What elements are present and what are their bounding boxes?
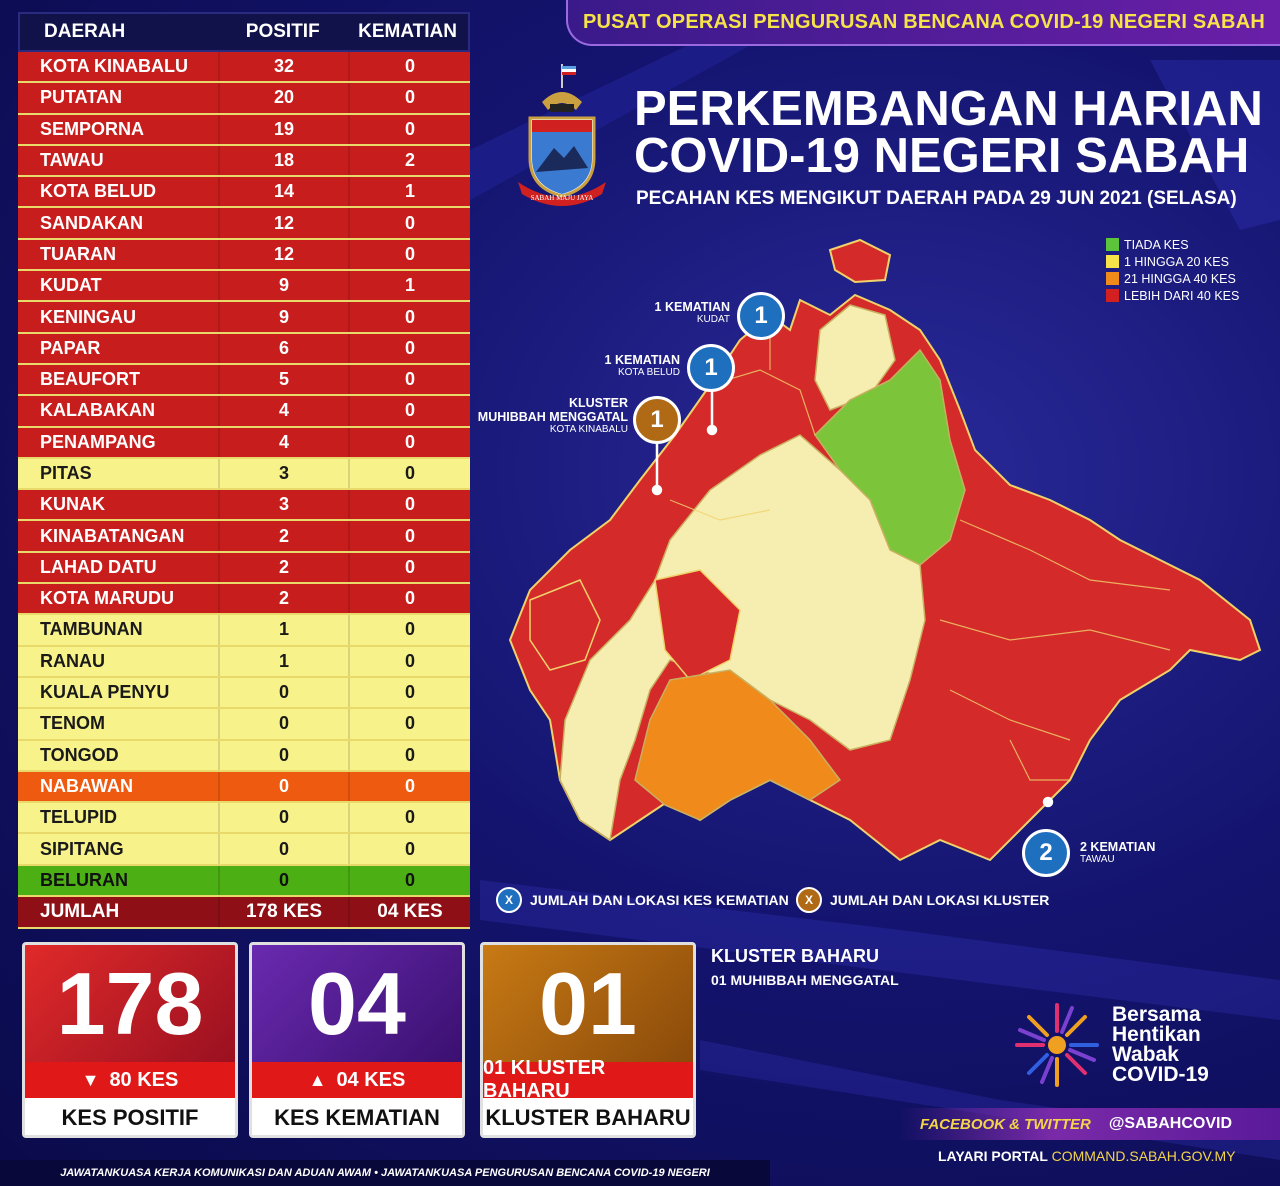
card-cluster — [480, 942, 696, 1138]
positive-total: 178 — [25, 945, 235, 1062]
table-row — [18, 709, 470, 740]
page-subtitle: PECAHAN KES MENGIKUT DAERAH PADA 29 JUN 2021 (SELASA) — [636, 188, 1237, 209]
positive-count: 0 — [218, 709, 348, 738]
banner-text: PUSAT OPERASI PENGURUSAN BENCANA COVID-19 NEGERI SABAH — [583, 10, 1265, 33]
district-name: SEMPORNA — [40, 118, 145, 139]
positive-count: 6 — [218, 334, 348, 363]
social-platforms: FACEBOOK & TWITTER — [920, 1115, 1091, 1133]
table-row — [18, 553, 470, 584]
social-bar — [900, 1108, 1280, 1140]
positive-count: 3 — [218, 459, 348, 488]
table-row — [18, 52, 470, 83]
death-count: 0 — [348, 240, 470, 269]
district-name: KUNAK — [40, 494, 105, 515]
header-positif: POSITIF — [245, 21, 320, 42]
total-kematian: 04 KES — [348, 897, 470, 927]
new-cluster-heading: KLUSTER BAHARU — [711, 946, 879, 966]
positive-count: 0 — [218, 741, 348, 770]
death-count: 0 — [348, 521, 470, 550]
new-cluster-item: 01 MUHIBBAH MENGGATAL — [711, 972, 899, 988]
deaths-change: ▲ 04 KES — [252, 1062, 462, 1098]
table-header — [18, 12, 470, 52]
positive-count: 0 — [218, 803, 348, 832]
death-key-icon: X — [496, 887, 522, 913]
death-count: 0 — [348, 678, 470, 707]
positive-count: 9 — [218, 271, 348, 300]
table-row — [18, 584, 470, 615]
burst-logo-icon — [1012, 1000, 1102, 1090]
death-count: 0 — [348, 208, 470, 237]
total-positif: 178 KES — [218, 897, 348, 927]
table-row — [18, 490, 470, 521]
campaign-text: Bersama Hentikan Wabak COVID-19 — [1112, 1003, 1209, 1086]
death-count: 0 — [348, 615, 470, 644]
table-body — [18, 52, 470, 897]
positive-label: KES POSITIF — [25, 1098, 235, 1138]
death-count: 0 — [348, 553, 470, 582]
death-count: 0 — [348, 396, 470, 425]
positive-count: 2 — [218, 553, 348, 582]
social-handle[interactable]: @SABAHCOVID — [1108, 1115, 1232, 1132]
death-count: 0 — [348, 115, 470, 144]
death-count: 0 — [348, 428, 470, 457]
emblem-motto: SABAH MAJU JAYA — [530, 194, 594, 202]
table-row — [18, 365, 470, 396]
sabah-district-map — [470, 220, 1280, 900]
card-deaths — [249, 942, 465, 1138]
positive-count: 0 — [218, 866, 348, 895]
death-marker-kudat: 1 — [737, 292, 785, 340]
positive-count: 20 — [218, 83, 348, 112]
title-line-1: PERKEMBANGAN HARIAN — [634, 82, 1263, 136]
up-arrow-icon: ▲ — [308, 1069, 327, 1090]
positive-count: 4 — [218, 396, 348, 425]
district-name: PENAMPANG — [40, 431, 156, 452]
down-arrow-icon: ▼ — [81, 1069, 100, 1090]
legend-item: LEBIH DARI 40 KES — [1106, 287, 1239, 304]
positive-count: 1 — [218, 615, 348, 644]
table-row — [18, 302, 470, 333]
death-count: 0 — [348, 834, 470, 863]
card-positive — [22, 942, 238, 1138]
table-row — [18, 647, 470, 678]
district-name: KUALA PENYU — [40, 682, 170, 703]
cluster-label: KLUSTER BAHARU — [483, 1098, 693, 1138]
page-title — [634, 82, 1263, 183]
district-name: TONGOD — [40, 744, 119, 765]
positive-count: 9 — [218, 302, 348, 331]
deaths-total: 04 — [252, 945, 462, 1062]
positive-count: 0 — [218, 834, 348, 863]
death-count: 0 — [348, 83, 470, 112]
positive-count: 3 — [218, 490, 348, 519]
callout-kluster: KLUSTER MUHIBBAH MENGGATAL KOTA KINABALU — [477, 396, 628, 435]
positive-count: 0 — [218, 678, 348, 707]
death-marker-kota-belud: 1 — [687, 344, 735, 392]
portal-link[interactable]: COMMAND.SABAH.GOV.MY — [1051, 1148, 1236, 1164]
table-row — [18, 459, 470, 490]
legend-item: TIADA KES — [1106, 236, 1239, 253]
death-count: 0 — [348, 490, 470, 519]
callout-kudat: 1 KEMATIAN KUDAT — [654, 300, 730, 325]
table-total-row — [18, 897, 470, 929]
district-name: SANDAKAN — [40, 212, 143, 233]
header-daerah: DAERAH — [44, 21, 126, 42]
sabah-emblem-icon — [512, 62, 612, 210]
district-name: KINABATANGAN — [40, 525, 185, 546]
table-row — [18, 866, 470, 897]
map-island-banggi — [830, 240, 890, 282]
table-row — [18, 83, 470, 114]
cluster-total: 01 — [483, 945, 693, 1062]
deaths-label: KES KEMATIAN — [252, 1098, 462, 1138]
cluster-change: 01 KLUSTER BAHARU — [483, 1062, 693, 1098]
death-count: 0 — [348, 302, 470, 331]
district-name: PITAS — [40, 463, 92, 483]
positive-change: ▼ 80 KES — [25, 1062, 235, 1098]
district-name: BEAUFORT — [40, 369, 140, 390]
district-name: TUARAN — [40, 243, 116, 264]
table-row — [18, 741, 470, 772]
district-name: KOTA BELUD — [40, 181, 156, 202]
positive-count: 19 — [218, 115, 348, 144]
district-name: PUTATAN — [40, 87, 122, 108]
district-name: KUDAT — [40, 275, 102, 296]
table-row — [18, 678, 470, 709]
district-name: KALABAKAN — [40, 400, 155, 421]
district-name: SIPITANG — [40, 838, 124, 859]
table-row — [18, 803, 470, 834]
death-count: 1 — [348, 271, 470, 300]
table-row — [18, 428, 470, 459]
district-name: KENINGAU — [40, 306, 137, 327]
table-row — [18, 271, 470, 302]
table-row — [18, 146, 470, 177]
death-count: 2 — [348, 146, 470, 175]
district-name: TELUPID — [40, 807, 118, 828]
district-name: RANAU — [40, 650, 105, 671]
table-row — [18, 772, 470, 803]
positive-count: 2 — [218, 521, 348, 550]
top-banner — [566, 0, 1280, 46]
district-name: TAWAU — [40, 150, 104, 171]
legend-item: 1 HINGGA 20 KES — [1106, 253, 1239, 270]
death-count: 0 — [348, 334, 470, 363]
district-name: KOTA MARUDU — [40, 588, 174, 609]
positive-count: 1 — [218, 647, 348, 676]
positive-count: 12 — [218, 240, 348, 269]
new-cluster-info — [711, 946, 899, 988]
death-count: 0 — [348, 803, 470, 832]
positive-count: 18 — [218, 146, 348, 175]
callout-tawau: 2 KEMATIAN TAWAU — [1080, 840, 1156, 865]
death-count: 0 — [348, 647, 470, 676]
table-row — [18, 115, 470, 146]
table-row — [18, 615, 470, 646]
positive-count: 4 — [218, 428, 348, 457]
key-death: X JUMLAH DAN LOKASI KES KEMATIAN — [496, 887, 789, 913]
legend-item: 21 HINGGA 40 KES — [1106, 270, 1239, 287]
death-count: 0 — [348, 459, 470, 488]
header-kematian: KEMATIAN — [358, 21, 457, 42]
table-row — [18, 334, 470, 365]
total-label: JUMLAH — [40, 901, 120, 923]
cluster-key-icon: X — [796, 887, 822, 913]
table-row — [18, 208, 470, 239]
district-name: TENOM — [40, 713, 105, 734]
table-row — [18, 396, 470, 427]
key-cluster: X JUMLAH DAN LOKASI KLUSTER — [796, 887, 1049, 913]
campaign-logo — [1012, 1000, 1209, 1090]
table-row — [18, 177, 470, 208]
death-count: 0 — [348, 866, 470, 895]
death-count: 0 — [348, 584, 470, 613]
death-count: 0 — [348, 365, 470, 394]
district-name: NABAWAN — [40, 775, 133, 796]
death-count: 0 — [348, 709, 470, 738]
district-table — [18, 12, 470, 929]
positive-count: 0 — [218, 772, 348, 801]
death-count: 1 — [348, 177, 470, 206]
table-row — [18, 834, 470, 865]
death-count: 0 — [348, 741, 470, 770]
district-name: BELURAN — [40, 869, 128, 890]
title-line-2: COVID-19 NEGERI SABAH — [634, 129, 1250, 183]
table-row — [18, 240, 470, 271]
district-name: TAMBUNAN — [40, 619, 143, 640]
table-row — [18, 521, 470, 552]
district-name: LAHAD DATU — [40, 556, 157, 577]
positive-count: 2 — [218, 584, 348, 613]
footer-credits: JAWATANKUASA KERJA KOMUNIKASI DAN ADUAN AWAM • JAWATANKUASA PENGURUSAN BENCANA COVID-19 NEGERI — [0, 1160, 770, 1186]
positive-count: 32 — [218, 52, 348, 81]
positive-count: 12 — [218, 208, 348, 237]
cluster-marker-kota-kinabalu: 1 — [633, 396, 681, 444]
positive-count: 14 — [218, 177, 348, 206]
callout-kota-belud: 1 KEMATIAN KOTA BELUD — [604, 353, 680, 378]
positive-count: 5 — [218, 365, 348, 394]
district-name: PAPAR — [40, 337, 101, 358]
death-count: 0 — [348, 772, 470, 801]
portal-info: LAYARI PORTAL COMMAND.SABAH.GOV.MY — [938, 1148, 1236, 1164]
death-count: 0 — [348, 52, 470, 81]
death-marker-tawau: 2 — [1022, 829, 1070, 877]
district-name: KOTA KINABALU — [40, 56, 188, 77]
